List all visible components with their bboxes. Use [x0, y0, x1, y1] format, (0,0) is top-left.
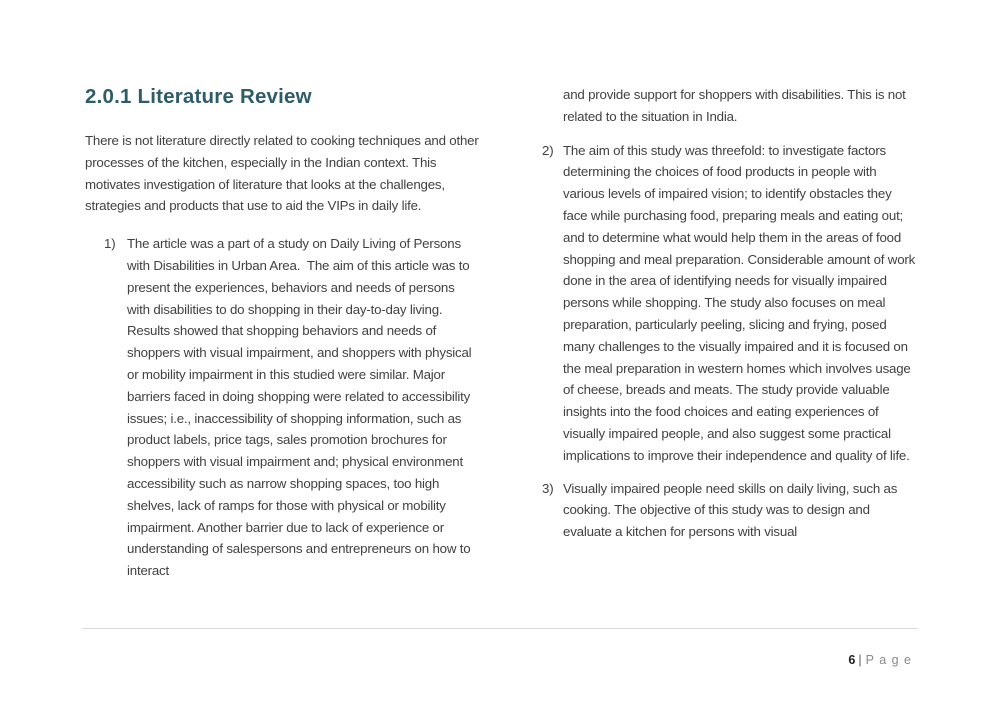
list-item-2 [542, 140, 919, 467]
list-item-1-number: 1) [104, 236, 116, 252]
list-item-3-number: 3) [542, 480, 554, 496]
footer-separator-line [82, 628, 918, 629]
list-item-2-text: The aim of this study was threefold: to investigate factors determining the choices of food products in people with various levels of impaired vision; to identify obstacles they face while purchasing food, preparing meals and eating out; and to determine what would help them in the areas of food shopping and meal preparation. Considerable amount of work done in the area of identifying needs for visually impaired persons while shopping. The study also focuses on meal preparation, particularly peeling, slicing and frying, posed many challenges to the visually impaired and it is focused on the meal preparation in western homes which involves usage of cheese, breads and meats. The study provide valuable insights into the food choices and eating experiences of visually impaired people, and also suggest some practical implications to improve their independence and quality of life. [563, 142, 919, 463]
page-footer [835, 633, 913, 687]
right-column [542, 84, 919, 543]
footer-pipe: | [858, 653, 862, 667]
page-number: 6 [848, 653, 856, 667]
intro-paragraph: There is not literature directly related to cooking techniques and other processes of the kitchen, especially in the Indian context. This motivates investigation of literature that looks at the challenges, strategies and products that use to aid the VIPs in daily life. [85, 133, 483, 214]
list-item-1-text: The article was a part of a study on Daily Living of Persons with Disabilities in Urban Area. The aim of this article was to present the experiences, behaviors and needs of persons with disabilities to do shopping in their day-to-day living. Results showed that shopping behaviors and needs of shoppers with visual impairment, and shoppers with physical or mobility impairment in this studied were similar. Major barriers faced in doing shopping were related to accessibility issues; i.e., inaccessibility of shopping information, such as product labels, price tags, sales promotion brochures for shoppers with visual impairment and; physical environment accessibility such as narrow shopping spaces, too high shelves, lack of ramps for those with physical or mobility impairment. Another barrier due to lack of experience or understanding of salespersons and entrepreneurs on how to interact [127, 236, 475, 579]
footer-page-word: P a g e [865, 653, 912, 667]
left-column [85, 84, 483, 582]
list-item-3-text: Visually impaired people need skills on daily living, such as cooking. The objective of this study was to design and evaluate a kitchen for persons with visual [563, 480, 901, 540]
list-item-2-number: 2) [542, 142, 554, 158]
list-item-1 [104, 233, 479, 582]
section-heading: 2.0.1 Literature Review [85, 85, 312, 108]
list-item-3 [542, 478, 916, 543]
list-item-1-continuation: and provide support for shoppers with disabilities. This is not related to the situation in India. [563, 87, 910, 124]
